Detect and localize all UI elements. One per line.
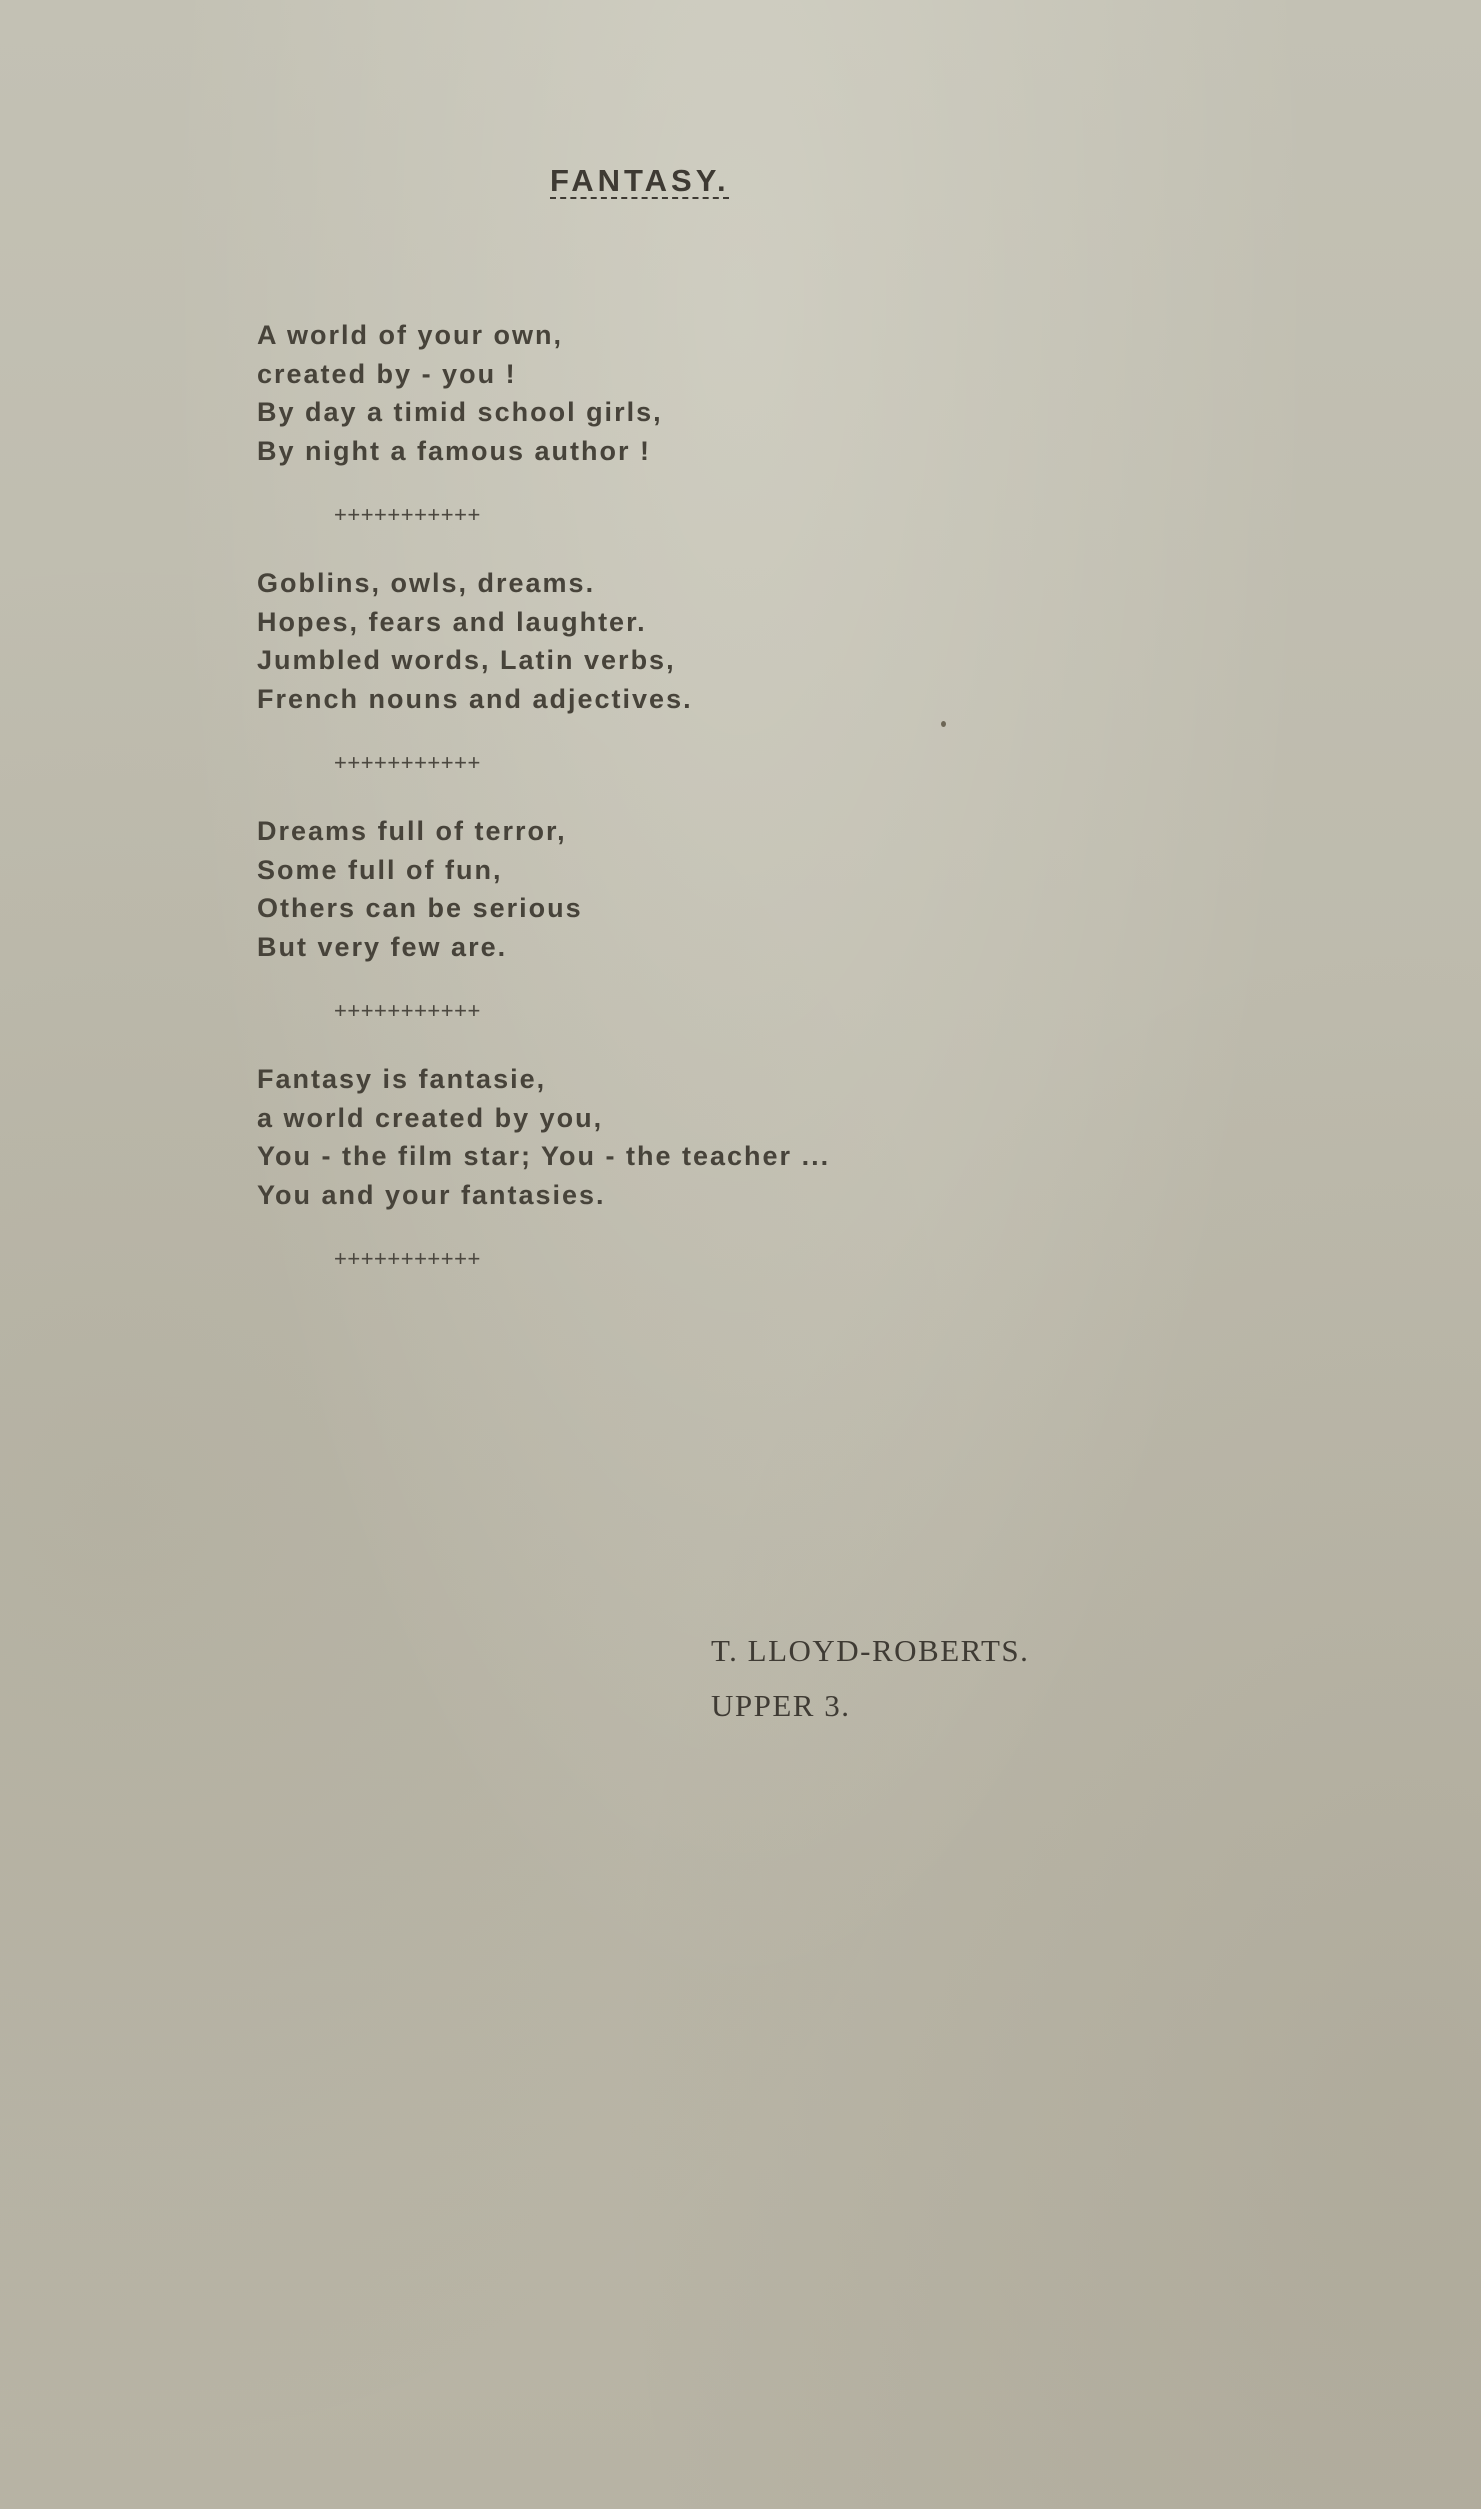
stanza-divider: +++++++++++ [334,1246,481,1271]
poem-line: Hopes, fears and laughter. [257,606,647,637]
poem-line: Others can be serious [257,893,583,923]
poem-line: a world created by you, [257,1102,604,1133]
poem-line: A world of your own, [257,320,563,350]
poem-line: You - the film star; You - the teacher ... [257,1141,831,1171]
poem-line: You and your fantasies. [257,1179,606,1210]
author-form: UPPER 3. [711,1688,851,1723]
poem-line: Some full of fun, [257,854,503,885]
stanza-divider: +++++++++++ [334,998,481,1023]
stanza-2 [257,564,1257,718]
poem-line: By night a famous author ! [257,435,652,466]
stanza-3 [257,812,1257,966]
poem-body [257,316,1257,1308]
poem-line: Goblins, owls, dreams. [257,568,596,598]
poem-line: created by - you ! [257,358,517,389]
poem-line: But very few are. [257,931,508,962]
author-name: T. LLOYD-ROBERTS. [711,1633,1030,1668]
stanza-divider: +++++++++++ [334,750,481,775]
stanza-4 [257,1060,1257,1214]
poem-line: Jumbled words, Latin verbs, [257,645,676,675]
poem-line: Dreams full of terror, [257,816,567,846]
stanza-1 [257,316,1257,470]
poem-title: FANTASY. [550,163,730,198]
stanza-divider: +++++++++++ [334,502,481,527]
poem-line: French nouns and adjectives. [257,683,693,714]
signature-block [711,1623,1029,1733]
poem-line: By day a timid school girls, [257,397,663,427]
paper-speck [941,721,946,727]
poem-line: Fantasy is fantasie, [257,1064,547,1094]
